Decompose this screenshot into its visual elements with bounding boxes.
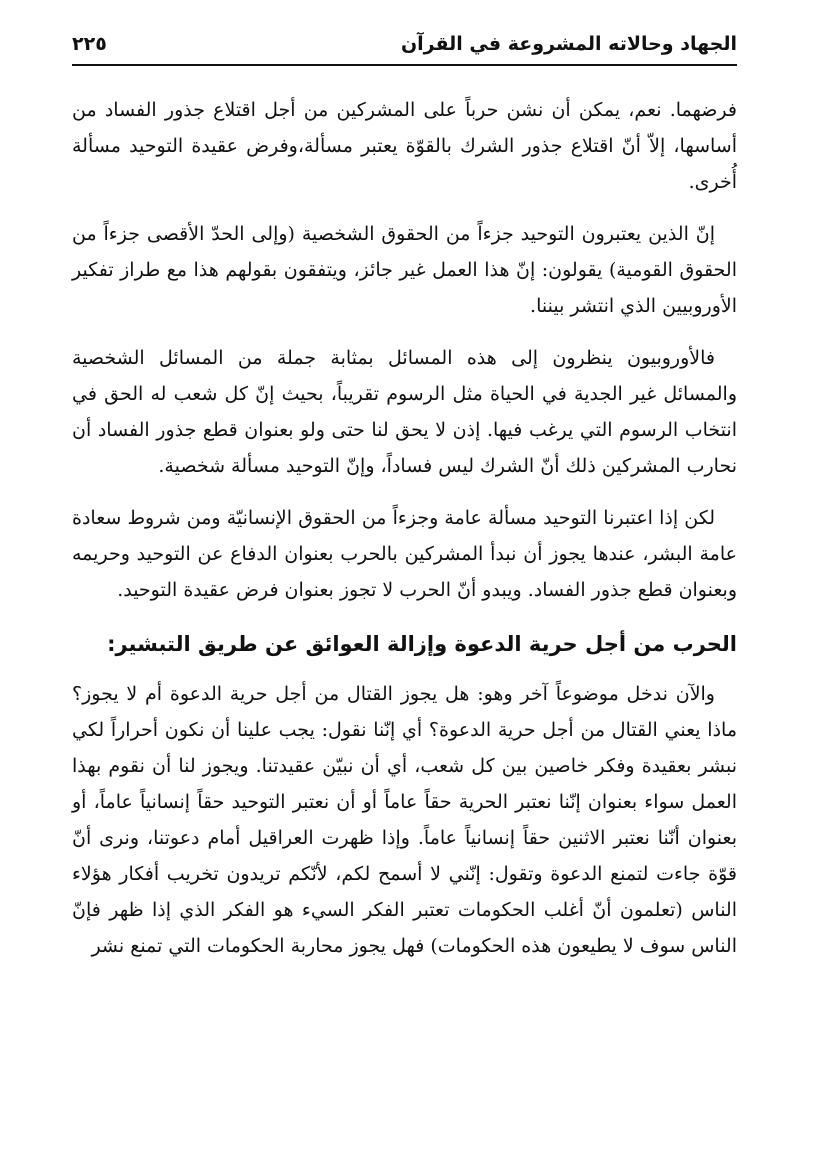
- paragraph: فرضهما. نعم، يمكن أن نشن حرباً على المشركين من أجل اقتلاع جذور الفساد من أساسها، إلاّ أنّ اقتلاع جذور الشرك بالقوّة يعتبر مسألة،وفرض عقيدة التوحيد مسألة أُخرى.: [72, 99, 737, 193]
- header-rule: [72, 64, 737, 66]
- body-text: [72, 92, 737, 980]
- running-header: [72, 26, 737, 62]
- paragraph: إنّ الذين يعتبرون التوحيد جزءاً من الحقوق الشخصية (وإلى الحدّ الأقصى جزءاً من الحقوق القومية) يقولون: إنّ هذا العمل غير جائز، ويتفقون بقولهم هذا مع طراز تفكير الأوروبيين الذي انتشر بيننا.: [72, 223, 737, 317]
- paragraph: لكن إذا اعتبرنا التوحيد مسألة عامة وجزءاً من الحقوق الإنسانيّة ومن شروط سعادة عامة البشر، عندها يجوز أن نبدأ المشركين بالحرب بعنوان الدفاع عن التوحيد وحريمه وبعنوان قطع جذور الفساد. ويبدو أنّ الحرب لا تجوز بعنوان فرض عقيدة التوحيد.: [72, 507, 737, 601]
- page-number: ٢٢٥: [72, 33, 107, 55]
- running-title: الجهاد وحالاته المشروعة في القرآن: [400, 33, 737, 55]
- section-heading: الحرب من أجل حرية الدعوة وإزالة العوائق عن طريق التبشير:: [107, 632, 737, 656]
- paragraph: فالأوروبيون ينظرون إلى هذه المسائل بمثابة جملة من المسائل الشخصية والمسائل غير الجدية في الحياة مثل الرسوم تقريباً، بحيث إنّ كل شعب له الحق في انتخاب الرسوم التي يرغب فيها. إذن لا يحق لنا حتى ولو بعنوان قطع جذور الفساد أن نحارب المشركين ذلك أنّ الشرك ليس فساداً، وإنّ التوحيد مسألة شخصية.: [72, 347, 737, 477]
- paragraph: والآن ندخل موضوعاً آخر وهو: هل يجوز القتال من أجل حرية الدعوة أم لا يجوز؟ ماذا يعني القتال من أجل حرية الدعوة؟ أي إنّنا نقول: يجب علينا أن نكون أحراراً لكي نبشر بعقيدة وفكر خاصين بين كل شعب، أي أن نبيّن عقيدتنا. ويجوز لنا أن نقوم بهذا العمل سواء بعنوان إنّنا نعتبر الحرية حقاً عاماً أو أن نعتبر التوحيد حقاً إنسانياً عاماً، أو بعنوان أنّنا نعتبر الاثنين حقاً إنسانياً عاماً. وإذا ظهرت العراقيل أمام دعوتنا، ونرى أنّ قوّة جاءت لتمنع الدعوة وتقول: إنّني لا أسمح لكم، لأنّكم تريدون تخريب أفكار هؤلاء الناس (تعلمون أنّ أغلب الحكومات تعتبر الفكر السيء هو الفكر الذي إذا ظهر فإنّ الناس سوف لا يطيعون هذه الحكومات) فهل يجوز محاربة الحكومات التي تمنع نشر: [72, 683, 737, 957]
